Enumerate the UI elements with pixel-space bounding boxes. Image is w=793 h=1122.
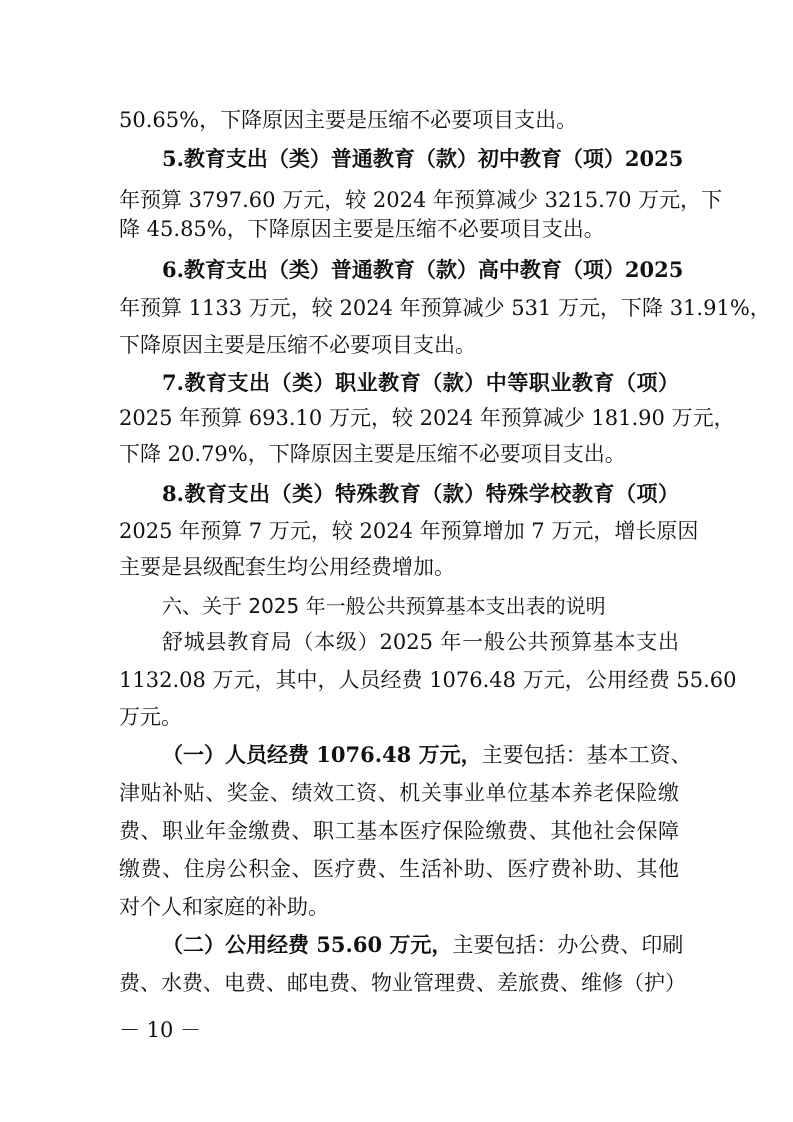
personnel-expense-line-4: 缴费、住房公积金、医疗费、生活补助、医疗费补助、其他 bbox=[119, 857, 679, 881]
section-6-para-line-1: 舒城县教育局（本级）2025 年一般公共预算基本支出 bbox=[162, 630, 679, 654]
item-7-heading: 7.教育支出（类）职业教育（款）中等职业教育（项） bbox=[162, 370, 679, 395]
item-5-heading: 5.教育支出（类）普通教育（款）初中教育（项）2025 bbox=[162, 146, 684, 171]
personnel-expense-title: （一）人员经费 1076.48 万元， bbox=[162, 742, 482, 767]
item-6-heading: 6.教育支出（类）普通教育（款）高中教育（项）2025 bbox=[162, 257, 684, 282]
public-expense-line-2: 费、水费、电费、邮电费、物业管理费、差旅费、维修（护） bbox=[119, 971, 686, 995]
item-6-line-3: 下降原因主要是压缩不必要项目支出。 bbox=[119, 333, 476, 357]
section-6-heading: 六、关于 2025 年一般公共预算基本支出表的说明 bbox=[162, 594, 606, 618]
public-expense-line-1 bbox=[162, 931, 684, 959]
item-5-line-3: 降 45.85%，下降原因主要是压缩不必要项目支出。 bbox=[119, 217, 605, 241]
personnel-expense-line-1 bbox=[162, 741, 692, 769]
item-7-line-2: 2025 年预算 693.10 万元，较 2024 年预算减少 181.90 万元， bbox=[119, 406, 735, 430]
page-number: － 10 － bbox=[119, 1018, 202, 1042]
item-6-line-2: 年预算 1133 万元，较 2024 年预算减少 531 万元，下降 31.91%， bbox=[119, 296, 771, 320]
personnel-expense-line-3: 费、职业年金缴费、职工基本医疗保险缴费、其他社会保障 bbox=[119, 819, 679, 843]
item-7-line-3: 下降 20.79%，下降原因主要是压缩不必要项目支出。 bbox=[119, 442, 626, 466]
section-6-para-line-2: 1132.08 万元，其中，人员经费 1076.48 万元，公用经费 55.60 bbox=[119, 668, 737, 692]
item-8-line-3: 主要是县级配套生均公用经费增加。 bbox=[119, 555, 455, 579]
item-8-heading: 8.教育支出（类）特殊教育（款）特殊学校教育（项） bbox=[162, 481, 679, 506]
public-expense-intro: 主要包括：办公费、印刷 bbox=[452, 933, 684, 957]
item-8-line-2: 2025 年预算 7 万元，较 2024 年预算增加 7 万元，增长原因 bbox=[119, 519, 699, 543]
personnel-expense-line-2: 津贴补贴、奖金、绩效工资、机关事业单位基本养老保险缴 bbox=[119, 781, 679, 805]
section-6-para-line-3: 万元。 bbox=[119, 705, 182, 729]
personnel-expense-line-5: 对个人和家庭的补助。 bbox=[119, 895, 329, 919]
personnel-expense-intro: 主要包括：基本工资、 bbox=[481, 743, 692, 767]
body-line-1: 50.65%，下降原因主要是压缩不必要项目支出。 bbox=[119, 108, 578, 132]
item-5-line-2: 年预算 3797.60 万元，较 2024 年预算减少 3215.70 万元，下 bbox=[119, 188, 723, 212]
public-expense-title: （二）公用经费 55.60 万元， bbox=[162, 932, 453, 957]
